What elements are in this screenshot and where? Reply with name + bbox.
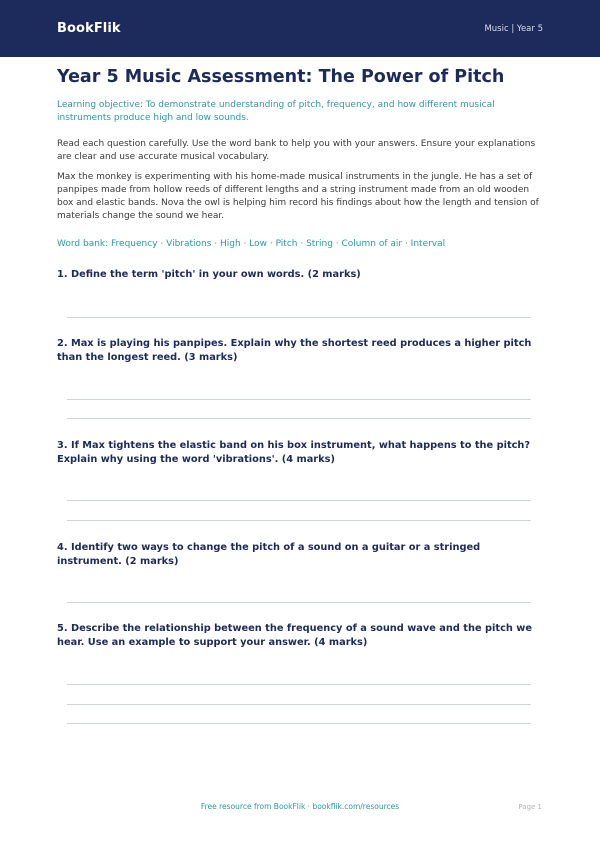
answer-line[interactable] — [67, 723, 531, 724]
learning-objective: Learning objective: To demonstrate understanding of pitch, frequency, and how different musical instruments produce high and low sounds. — [57, 100, 495, 123]
answer-line[interactable] — [67, 520, 531, 521]
header-bar — [0, 0, 600, 57]
answer-line[interactable] — [67, 399, 531, 400]
story-paragraph: Max the monkey is experimenting with his home-made musical instruments in the jungle. He has a set of panpipes made from hollow reeds of different lengths and a string instrument made from an old wooden box and elastic bands. Nova the owl is helping him record his findings about how the length and tension of materials change the sound we hear. — [57, 172, 539, 221]
page-number: Page 1 — [518, 803, 542, 811]
question-1: 1. Define the term 'pitch' in your own words. (2 marks) — [57, 269, 361, 280]
question-5: 5. Describe the relationship between the frequency of a sound wave and the pitch we hear. Use an example to support your answer. (4 marks) — [57, 623, 532, 648]
breadcrumb: Music | Year 5 — [484, 23, 543, 34]
question-4: 4. Identify two ways to change the pitch of a sound on a guitar or a stringed instrument. (2 marks) — [57, 542, 481, 567]
answer-line[interactable] — [67, 418, 531, 419]
answer-line[interactable] — [67, 684, 531, 685]
answer-line[interactable] — [67, 704, 531, 705]
answer-line[interactable] — [67, 317, 531, 318]
answer-line[interactable] — [67, 602, 531, 603]
brand-logo[interactable]: BookFlik — [57, 21, 121, 36]
question-3: 3. If Max tightens the elastic band on his box instrument, what happens to the pitch? Explain why using the word 'vibrations'. (4 marks) — [57, 440, 531, 465]
instructions-paragraph: Read each question carefully. Use the word bank to help you with your answers. Ensure your explanations are clear and use accurate musical vocabulary. — [57, 139, 536, 162]
footer-link[interactable]: Free resource from BookFlik · bookflik.com/resources — [200, 802, 400, 811]
question-2: 2. Max is playing his panpipes. Explain why the shortest reed produces a higher pitch than the longest reed. (3 marks) — [57, 338, 532, 363]
answer-line[interactable] — [67, 500, 531, 501]
word-bank: Word bank: Frequency · Vibrations · High · Low · Pitch · String · Column of air · Interval — [57, 239, 446, 249]
page-title: Year 5 Music Assessment: The Power of Pitch — [57, 67, 505, 87]
